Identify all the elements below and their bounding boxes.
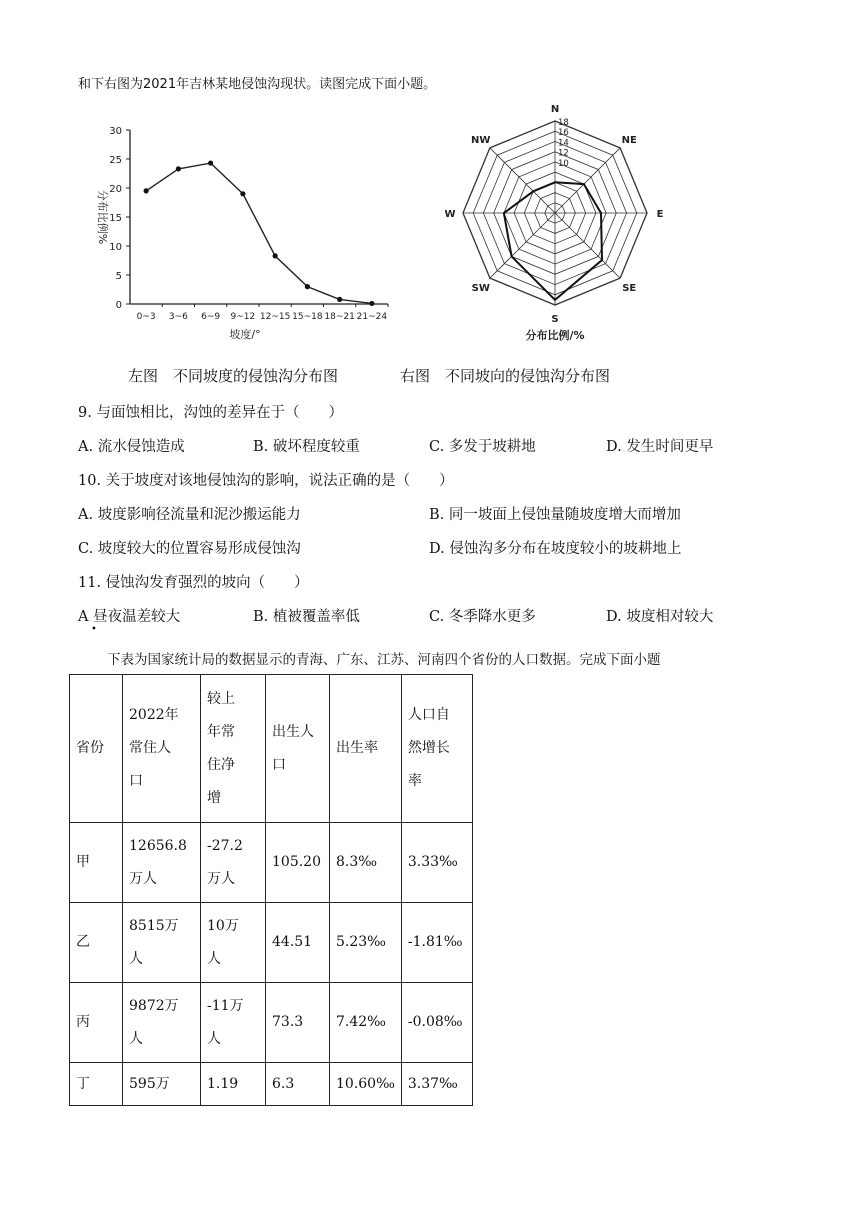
x-tick-label: 21~24	[356, 312, 388, 322]
y-ticks	[109, 126, 130, 311]
table-cell: -1.81‰	[401, 903, 472, 983]
stray-dot: •	[91, 624, 97, 635]
x-tick-label: 12~15	[259, 312, 291, 322]
data-point	[273, 253, 278, 258]
q11-option-c[interactable]: C. 冬季降水更多	[429, 609, 536, 625]
x-tick-label: 6~9	[201, 312, 221, 322]
y-tick-label: 5	[115, 271, 122, 282]
q10-option-b[interactable]: B. 同一坡面上侵蚀量随坡度增大而增加	[429, 507, 681, 523]
aspect-radar-chart	[438, 105, 678, 350]
q9-option-d[interactable]: D. 发生时间更早	[606, 439, 714, 455]
table-header-row	[70, 675, 473, 823]
table-row	[70, 823, 473, 903]
direction-label: S	[551, 314, 559, 325]
left-chart-caption: 左图 不同坡度的侵蚀沟分布图	[128, 367, 339, 385]
population-table	[69, 674, 473, 1106]
table-header-cell: 2022年 常住人 口	[123, 675, 201, 823]
table-cell: 6.3	[266, 1063, 330, 1106]
direction-label: SE	[622, 283, 637, 295]
radar-spokes	[463, 121, 647, 305]
table-header-cell: 省份	[70, 675, 123, 823]
series-line	[146, 163, 372, 303]
table-row	[70, 1063, 473, 1106]
q10-option-c[interactable]: C. 坡度较大的位置容易形成侵蚀沟	[78, 541, 301, 557]
table-cell: 3.37‰	[401, 1063, 472, 1106]
y-tick-label: 15	[109, 213, 122, 224]
q10-option-a[interactable]: A. 坡度影响径流量和泥沙搬运能力	[78, 507, 301, 523]
q9-option-c[interactable]: C. 多发于坡耕地	[429, 439, 536, 455]
spoke	[555, 213, 620, 278]
table-cell: 10.60‰	[330, 1063, 402, 1106]
radar-tick-label: 12	[558, 148, 569, 159]
data-point	[337, 297, 342, 302]
table-cell: 3.33‰	[401, 823, 472, 903]
q10-option-d[interactable]: D. 侵蚀沟多分布在坡度较小的坡耕地上	[429, 541, 682, 557]
table-header-cell: 较上 年常 住净 增	[201, 675, 266, 823]
table-row	[70, 903, 473, 983]
table-cell: 丁	[70, 1063, 123, 1106]
y-tick-label: 20	[109, 184, 122, 195]
radar-ticks	[558, 118, 569, 169]
direction-label: NE	[621, 134, 637, 146]
question-11: 11. 侵蚀沟发育强烈的坡向（ ）	[78, 575, 309, 591]
data-point	[305, 284, 310, 289]
table-cell: 10万 人	[201, 903, 266, 983]
q11-option-a[interactable]: A 昼夜温差较大	[78, 609, 181, 625]
table-cell: 甲	[70, 823, 123, 903]
q9-option-b[interactable]: B. 破坏程度较重	[253, 439, 360, 455]
x-axis-label: 坡度/°	[229, 328, 261, 341]
question-10: 10. 关于坡度对该地侵蚀沟的影响，说法正确的是（ ）	[78, 473, 454, 489]
radar-tick-label: 10	[558, 158, 569, 169]
table-cell: 9872万 人	[123, 983, 201, 1063]
radar-tick-label: 16	[558, 128, 569, 139]
table-header-cell: 出生率	[330, 675, 402, 823]
radar-tick-label: 18	[558, 118, 569, 128]
q9-option-a[interactable]: A. 流水侵蚀造成	[78, 439, 185, 455]
y-axis-label: 分布比例%	[96, 189, 109, 245]
table-cell: 12656.8 万人	[123, 823, 201, 903]
direction-label: NW	[471, 134, 491, 146]
x-tick-label: 18~21	[324, 312, 355, 322]
data-point	[208, 160, 213, 165]
direction-labels	[444, 105, 663, 325]
intro-text: 和下右图为2021年吉林某地侵蚀沟现状。读图完成下面小题。	[78, 77, 437, 92]
y-tick-label: 10	[109, 242, 122, 253]
y-tick-label: 0	[115, 300, 122, 311]
table-header-cell: 人口自 然增长 率	[401, 675, 472, 823]
table-header-cell: 出生人 口	[266, 675, 330, 823]
table-cell: 1.19	[201, 1063, 266, 1106]
x-tick-label: 0~3	[136, 312, 156, 322]
radar-label: 分布比例/%	[525, 329, 585, 342]
question-9: 9. 与面蚀相比，沟蚀的差异在于（ ）	[78, 405, 343, 421]
table-cell: -0.08‰	[401, 983, 472, 1063]
table-cell: 7.42‰	[330, 983, 402, 1063]
radar-tick-label: 14	[558, 138, 569, 149]
x-tick-label: 3~6	[168, 312, 188, 322]
direction-label: N	[550, 105, 560, 115]
data-point	[369, 301, 374, 306]
table-row	[70, 983, 473, 1063]
table-cell: 595万	[123, 1063, 201, 1106]
data-point	[176, 166, 181, 171]
table-cell: 73.3	[266, 983, 330, 1063]
table-cell: 8.3‰	[330, 823, 402, 903]
direction-label: SW	[471, 283, 490, 295]
data-point	[240, 191, 245, 196]
x-tick-label: 9~12	[230, 312, 256, 322]
q11-option-b[interactable]: B. 植被覆盖率低	[253, 609, 360, 625]
right-chart-caption: 右图 不同坡向的侵蚀沟分布图	[400, 367, 611, 385]
table-cell: -11万 人	[201, 983, 266, 1063]
x-tick-label: 15~18	[292, 312, 323, 322]
y-tick-label: 25	[109, 155, 122, 166]
spoke	[490, 148, 555, 213]
table-intro: 下表为国家统计局的数据显示的青海、广东、江苏、河南四个省份的人口数据。完成下面小题	[107, 652, 661, 668]
data-point	[144, 188, 149, 193]
table-cell: 8515万 人	[123, 903, 201, 983]
x-ticks	[137, 304, 388, 322]
table-cell: 丙	[70, 983, 123, 1063]
table-cell: -27.2 万人	[201, 823, 266, 903]
q11-option-d[interactable]: D. 坡度相对较大	[606, 609, 714, 625]
table-cell: 105.20	[266, 823, 330, 903]
table-cell: 44.51	[266, 903, 330, 983]
slope-line-chart	[85, 118, 405, 350]
table-cell: 乙	[70, 903, 123, 983]
chart-axes	[130, 130, 388, 304]
direction-label: E	[656, 209, 664, 220]
series-points	[144, 160, 375, 306]
table-cell: 5.23‰	[330, 903, 402, 983]
radar-series	[504, 182, 602, 300]
y-tick-label: 30	[109, 126, 122, 137]
direction-label: W	[444, 209, 456, 220]
